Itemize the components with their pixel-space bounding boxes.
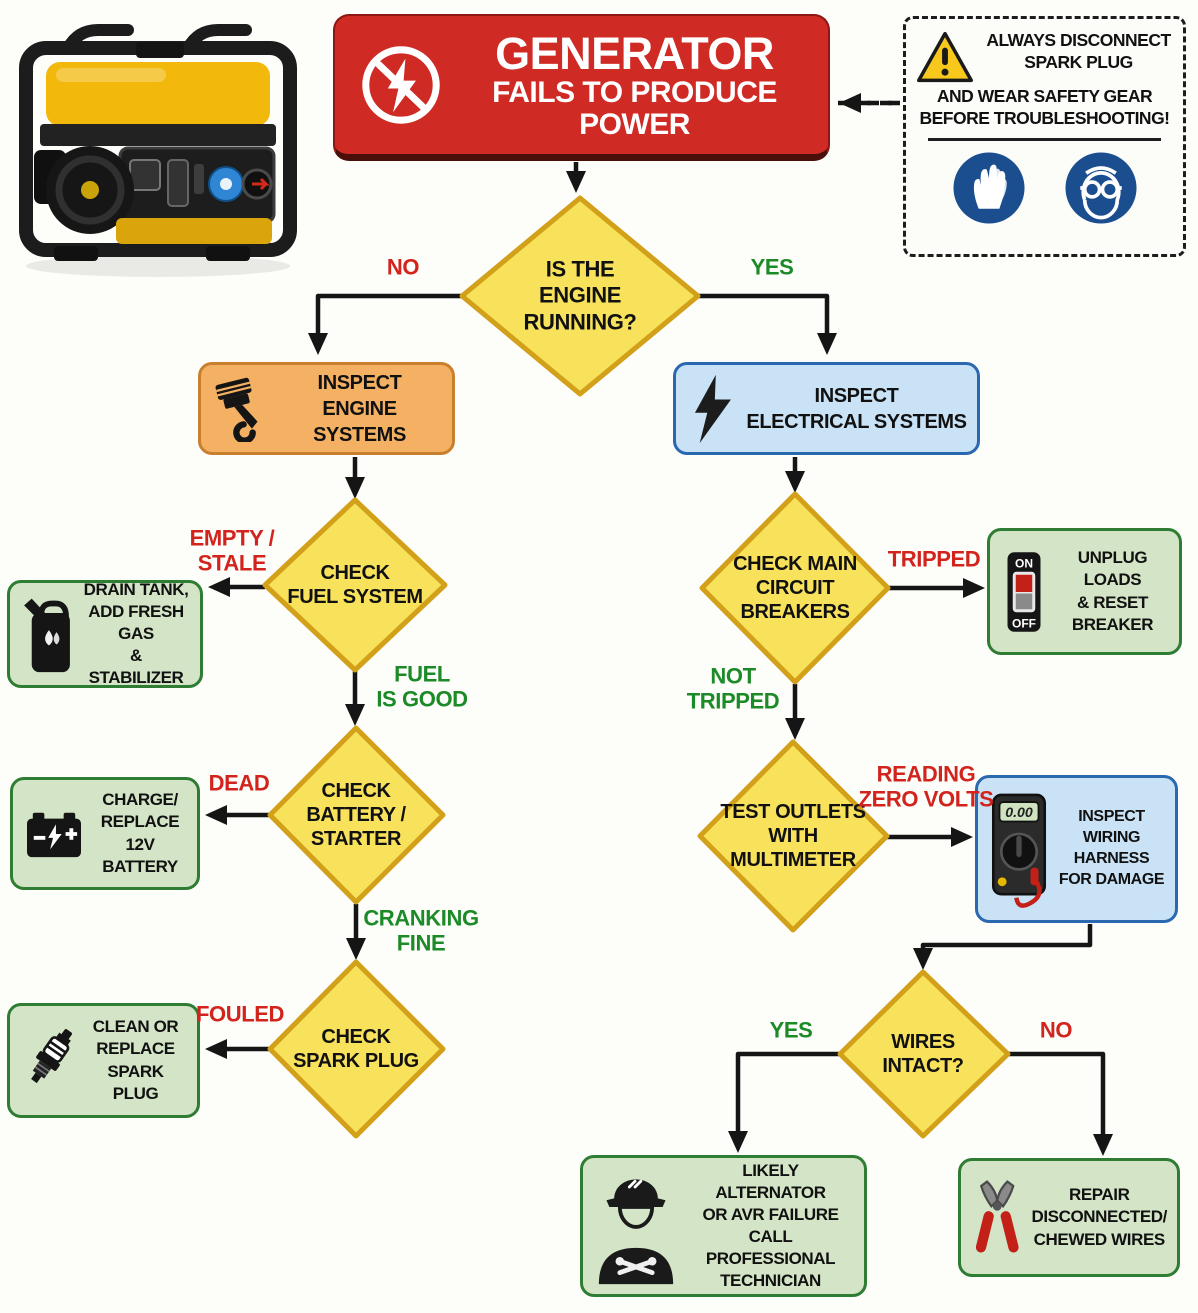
- label-not-tripped: NOT TRIPPED: [686, 663, 780, 714]
- box-repair-wires-label: REPAIR DISCONNECTED/ CHEWED WIRES: [1031, 1185, 1167, 1249]
- label-yes: YES: [750, 254, 794, 280]
- arrow-wiring-to-wires: [923, 924, 1090, 963]
- decision-check-fuel: CHECK FUEL SYSTEM: [287, 562, 423, 608]
- label-cranking-fine: CRANKING FINE: [363, 905, 479, 956]
- box-drain-tank-label: DRAIN TANK, ADD FRESH GAS & STABILIZER: [83, 579, 189, 688]
- box-repair-wires: [958, 1158, 1180, 1277]
- decision-test-outlets: TEST OUTLETS WITH MULTIMETER: [720, 801, 866, 871]
- breaker-switch-icon: [1000, 542, 1048, 642]
- box-inspect-engine-label: INSPECT ENGINE SYSTEMS: [313, 371, 406, 446]
- label-wires-no: NO: [1039, 1017, 1073, 1043]
- spark-plug-icon: [20, 1018, 76, 1104]
- box-inspect-electrical: [673, 362, 980, 455]
- box-clean-spark-label: CLEAN OR REPLACE SPARK PLUG: [92, 1017, 179, 1103]
- banner-title: GENERATOR: [495, 27, 774, 79]
- label-fuel-good: FUEL IS GOOD: [376, 661, 468, 712]
- box-inspect-wiring: [975, 775, 1178, 923]
- breaker-off-label: OFF: [1012, 615, 1036, 630]
- safety-text-bottom: AND WEAR SAFETY GEAR BEFORE TROUBLESHOOTING!: [919, 86, 1170, 129]
- box-reset-breaker: [987, 528, 1182, 655]
- box-inspect-engine: [198, 362, 455, 455]
- box-drain-tank: [7, 580, 203, 688]
- decision-engine-running: IS THE ENGINE RUNNING?: [523, 256, 637, 335]
- box-charge-battery-label: CHARGE/ REPLACE 12V BATTERY: [100, 790, 180, 876]
- safety-note: [903, 16, 1186, 257]
- label-wires-yes: YES: [769, 1017, 813, 1043]
- label-reading-zero: READING ZERO VOLTS: [858, 761, 994, 812]
- safety-text-top: ALWAYS DISCONNECT SPARK PLUG: [986, 30, 1171, 73]
- technician-icon: [593, 1166, 679, 1286]
- banner-subtitle: FAILS TO PRODUCE POWER: [492, 76, 777, 141]
- decision-check-breakers: CHECK MAIN CIRCUIT BREAKERS: [733, 553, 857, 623]
- box-clean-spark: [7, 1003, 200, 1118]
- title-banner: [333, 14, 830, 161]
- label-dead: DEAD: [208, 770, 270, 796]
- warning-triangle-icon: [914, 29, 976, 85]
- label-tripped: TRIPPED: [887, 546, 981, 572]
- arrow-wires-yes: [738, 1054, 840, 1146]
- box-inspect-electrical-label: INSPECT ELECTRICAL SYSTEMS: [746, 384, 967, 433]
- label-fouled: FOULED: [195, 1001, 285, 1027]
- box-inspect-wiring-label: INSPECT WIRING HARNESS FOR DAMAGE: [1058, 808, 1165, 888]
- label-empty-stale: EMPTY / STALE: [189, 525, 275, 576]
- breaker-on-label: ON: [1015, 555, 1033, 570]
- arrow-wires-no: [1008, 1054, 1103, 1149]
- box-charge-battery: [10, 777, 200, 890]
- decision-check-spark: CHECK SPARK PLUG: [293, 1026, 419, 1072]
- gloves-icon: [952, 151, 1026, 225]
- box-call-technician-label: LIKELY ALTERNATOR OR AVR FAILURE CALL PROFESSIONAL TECHNICIAN: [702, 1160, 839, 1291]
- pliers-icon: [971, 1168, 1023, 1268]
- multimeter-icon: [988, 790, 1050, 908]
- no-power-icon: [357, 41, 445, 129]
- box-call-technician: [580, 1155, 867, 1297]
- battery-icon: [23, 807, 85, 861]
- decision-wires-intact: WIRES INTACT?: [882, 1031, 964, 1077]
- arrow-engine-no: [318, 296, 462, 348]
- label-no: NO: [386, 254, 420, 280]
- lightning-icon: [686, 373, 738, 445]
- safety-divider: [928, 138, 1161, 141]
- multimeter-display: 0.00: [1005, 805, 1033, 822]
- box-reset-breaker-label: UNPLUG LOADS & RESET BREAKER: [1071, 548, 1154, 634]
- gas-can-icon: [20, 592, 74, 676]
- generator-photo: [8, 14, 308, 279]
- banner-text: [459, 27, 810, 141]
- arrow-engine-yes: [698, 296, 827, 348]
- piston-icon: [211, 376, 269, 442]
- decision-check-battery: CHECK BATTERY / STARTER: [306, 780, 406, 850]
- goggles-icon: [1064, 151, 1138, 225]
